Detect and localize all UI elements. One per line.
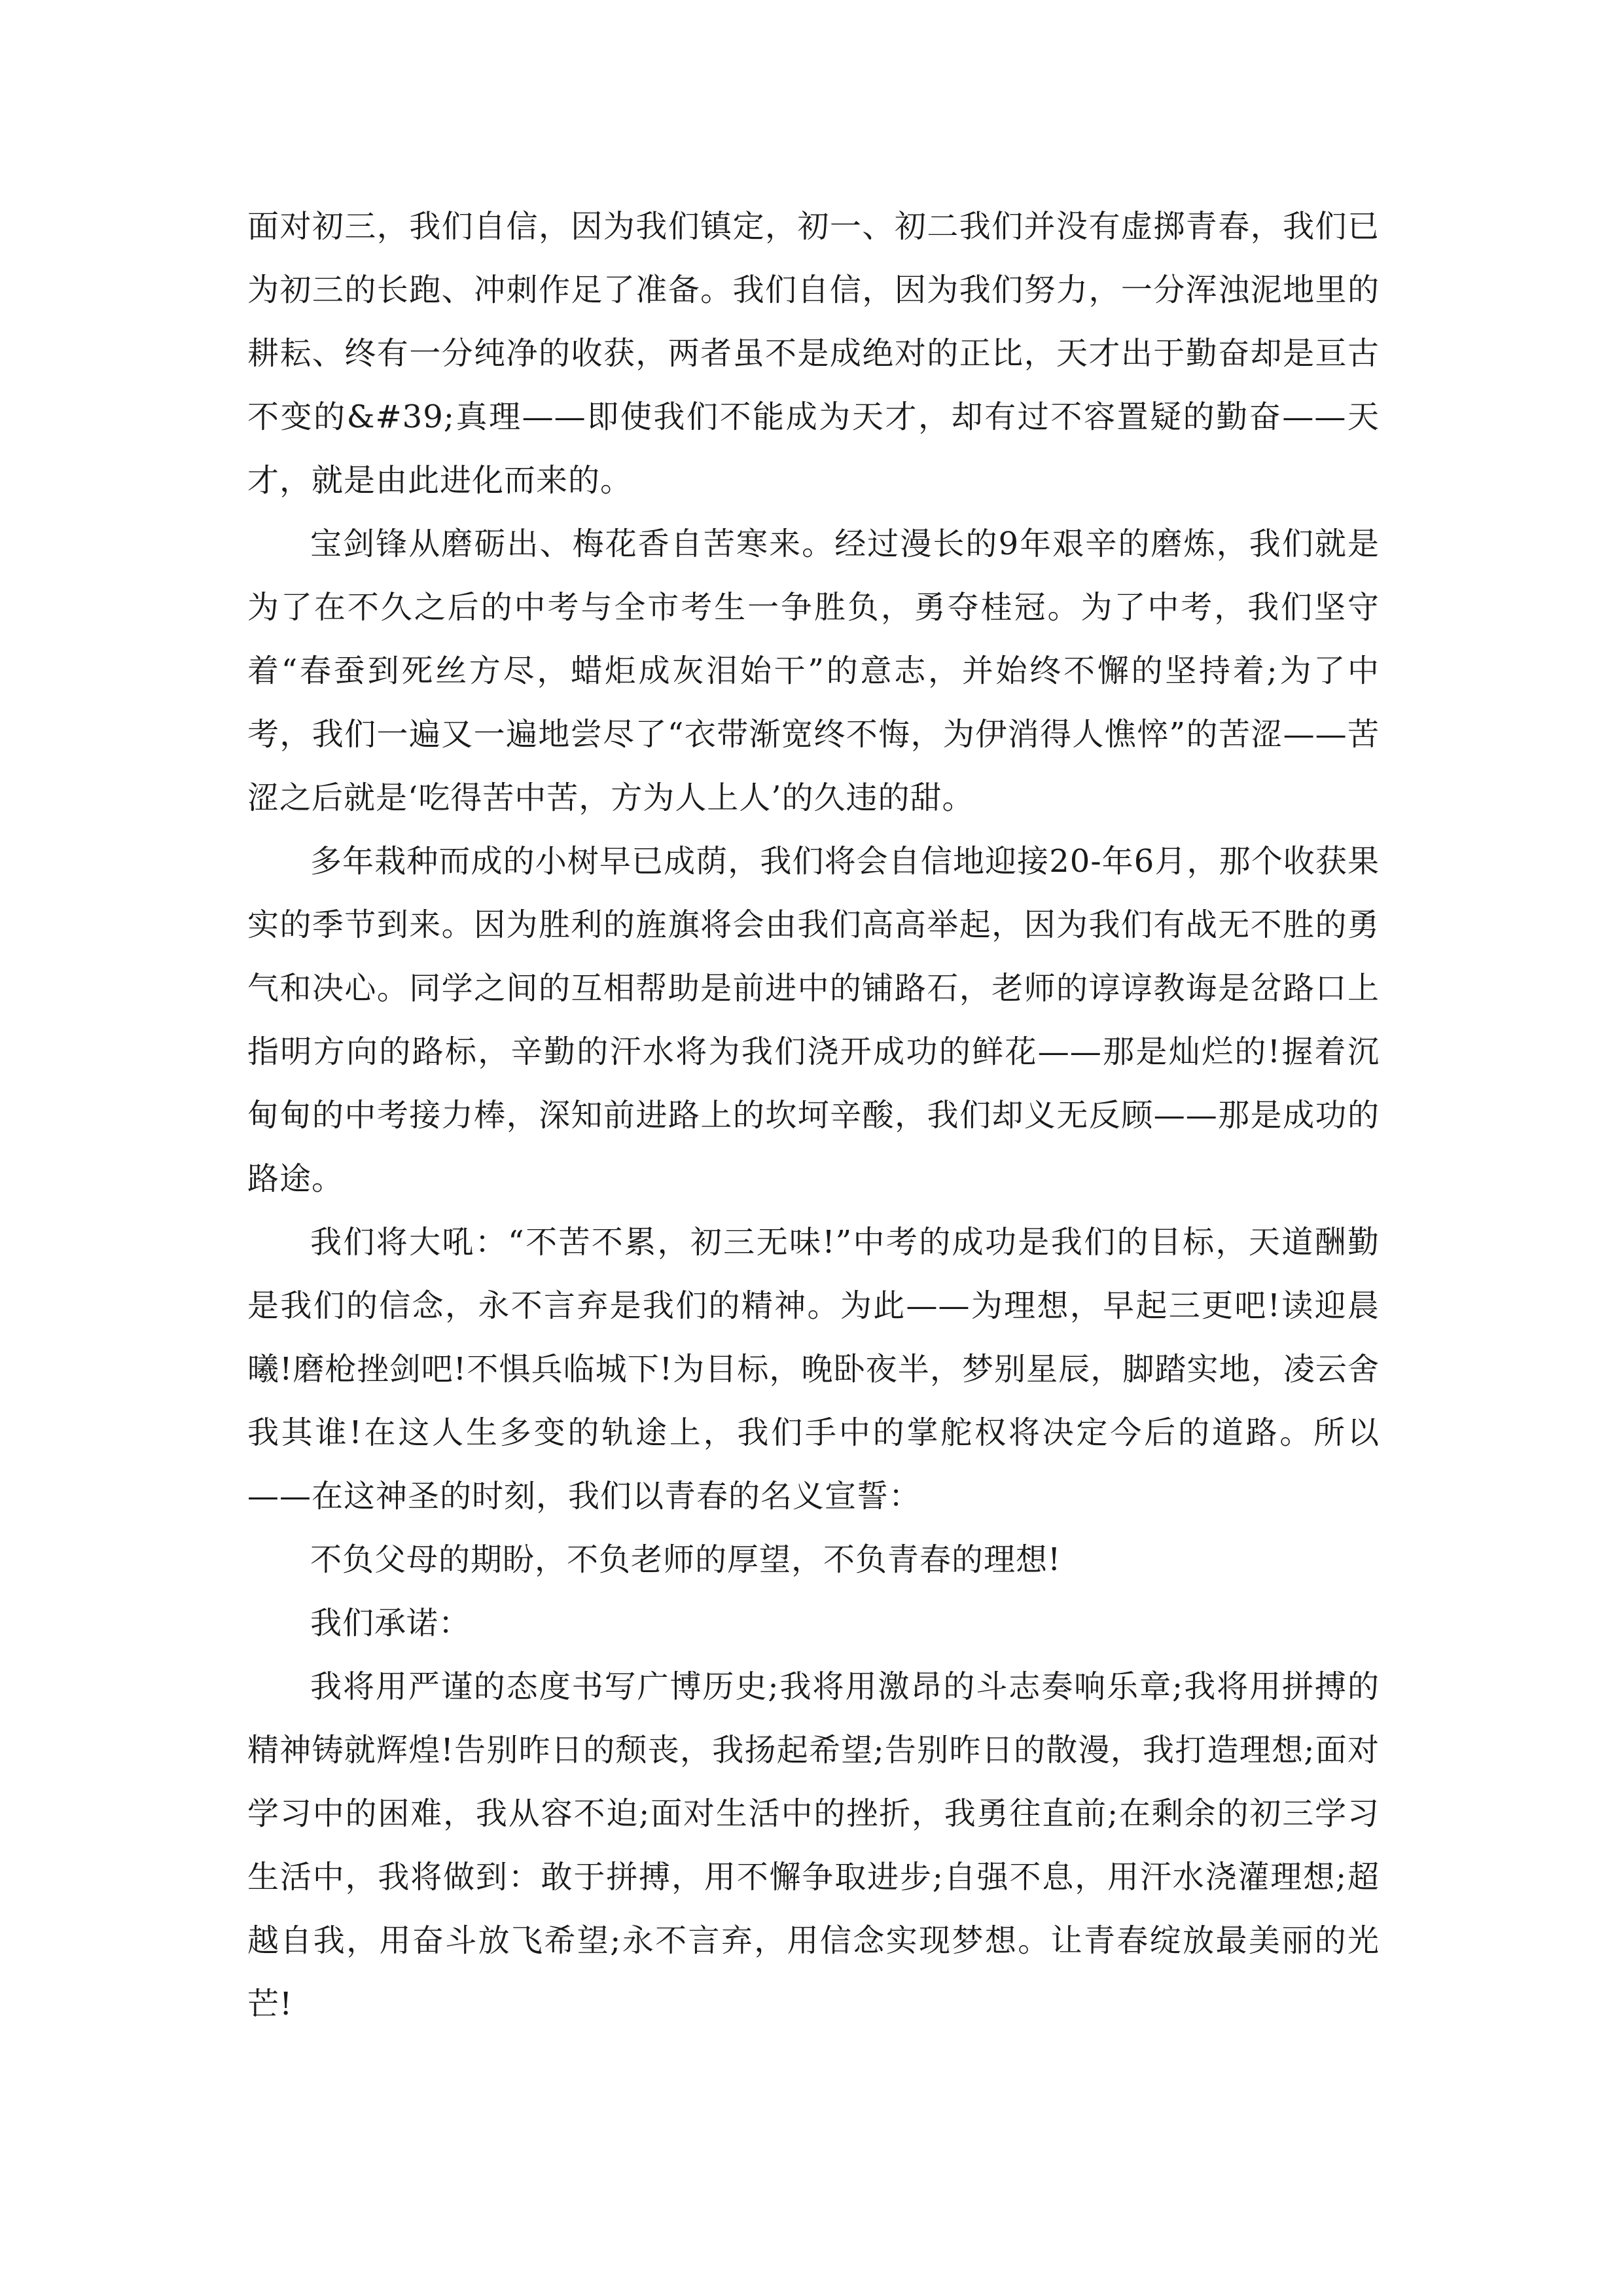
paragraph-6: 我们承诺： — [310, 1605, 471, 1641]
paragraph-3: 多年栽种而成的小树早已成荫，我们将会自信地迎接20-年6月，那个收获果实的季节到来。因为胜利的旌旗将会由我们高高举起，因为我们有战无不胜的勇气和决心。同学之间的互相帮助是前进中的铺路石，老师的谆谆教诲是岔路口上指明方向的路标，辛勤的汗水将为我们浇开成功的鲜花——那是灿烂的!握着沉甸甸的中考接力棒，深知前进路上的坎坷辛酸，我们却义无反顾——那是成功的路途。 — [247, 843, 1380, 1197]
paragraph-1: 面对初三，我们自信，因为我们镇定，初一、初二我们并没有虚掷青春，我们已为初三的长跑、冲刺作足了准备。我们自信，因为我们努力，一分浑浊泥地里的耕耘、终有一分纯净的收获，两者虽不是成绝对的正比，天才出于勤奋却是亘古不变的&#39;真理——即使我们不能成为天才，却有过不容置疑的勤奋——天才，就是由此进化而来的。 — [247, 208, 1380, 499]
paragraph-5: 不负父母的期盼，不负老师的厚望，不负青春的理想! — [310, 1541, 1061, 1578]
paragraph-7: 我将用严谨的态度书写广博历史;我将用激昂的斗志奏响乐章;我将用拼搏的精神铸就辉煌!告别昨日的颓丧，我扬起希望;告别昨日的散漫，我打造理想;面对学习中的困难，我从容不迫;面对生活中的挫折，我勇往直前;在剩余的初三学习生活中，我将做到：敢于拼搏，用不懈争取进步;自强不息，用汗水浇灌理想;超越自我，用奋斗放飞希望;永不言弃，用信念实现梦想。让青春绽放最美丽的光芒! — [247, 1668, 1380, 2022]
paragraph-4: 我们将大吼：“不苦不累，初三无味!”中考的成功是我们的目标，天道酬勤是我们的信念，永不言弃是我们的精神。为此——为理想，早起三更吧!读迎晨曦!磨枪挫剑吧!不惧兵临城下!为目标，晚卧夜半，梦别星辰，脚踏实地，凌云舍我其谁!在这人生多变的轨途上，我们手中的掌舵权将决定今后的道路。所以——在这神圣的时刻，我们以青春的名义宣誓： — [247, 1224, 1380, 1515]
paragraph-2: 宝剑锋从磨砺出、梅花香自苦寒来。经过漫长的9年艰辛的磨炼，我们就是为了在不久之后的中考与全市考生一争胜负，勇夺桂冠。为了中考，我们坚守着“春蚕到死丝方尽，蜡炬成灰泪始干”的意志，并始终不懈的坚持着;为了中考，我们一遍又一遍地尝尽了“衣带渐宽终不悔，为伊消得人憔悴”的苦涩——苦涩之后就是‘吃得苦中苦，方为人上人’的久违的甜。 — [247, 526, 1380, 816]
document-body — [247, 195, 1380, 2036]
